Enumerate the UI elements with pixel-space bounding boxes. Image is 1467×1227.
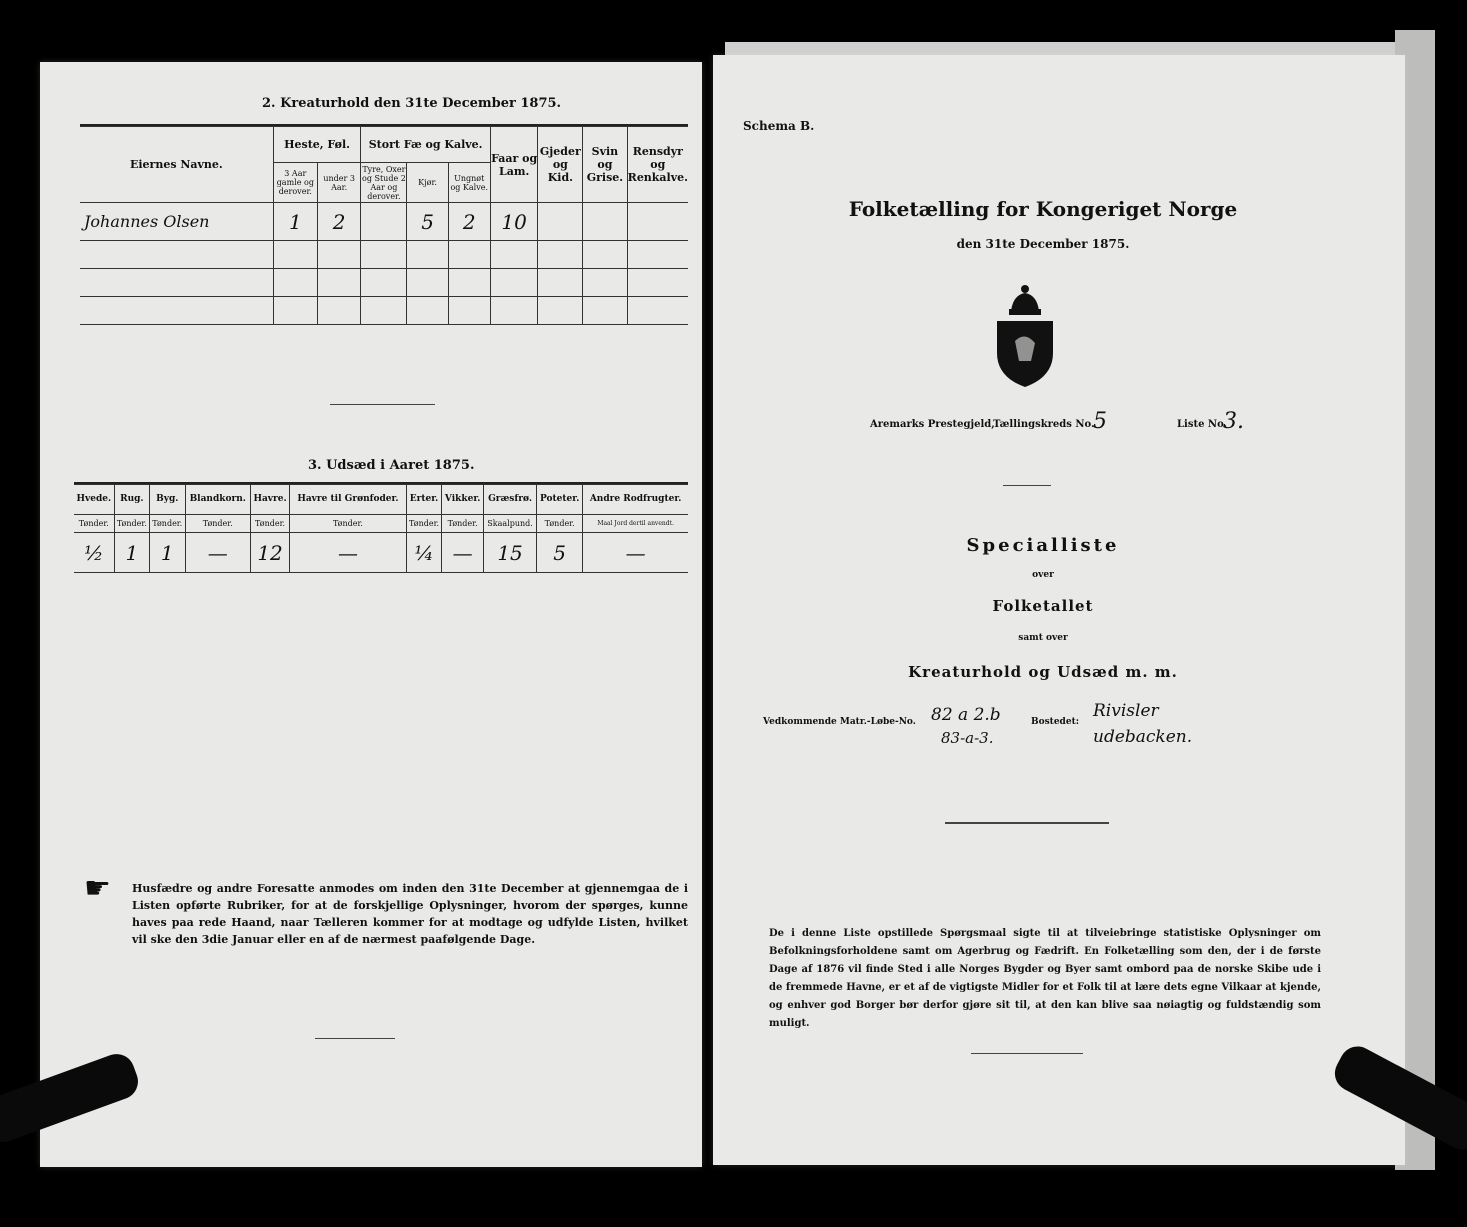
specialliste-heading: Specialliste xyxy=(966,535,1120,556)
section3-title: 3. Udsæd i Aaret 1875. xyxy=(308,458,475,473)
seed-unit: Maal Jord dertil anvendt. xyxy=(583,515,688,533)
seed-value-byg: 1 xyxy=(150,533,185,573)
seed-value-vikker: — xyxy=(442,533,484,573)
cell-heste-old: 1 xyxy=(273,203,317,241)
census-title: Folketælling for Kongeriget Norge xyxy=(848,197,1238,221)
seed-unit: Tønder. xyxy=(406,515,441,533)
seed-header-havre: Havre. xyxy=(251,485,290,515)
matr-label: Vedkommende Matr.-Løbe-No. xyxy=(763,717,916,727)
svin-header: Svin og Grise. xyxy=(583,127,627,203)
district-label: Tællingskreds No. xyxy=(993,419,1095,430)
cell-rensdyr xyxy=(627,203,688,241)
faar-header: Faar og Lam. xyxy=(490,127,538,203)
separator-rule xyxy=(330,404,435,405)
folketallet-heading: Folketallet xyxy=(992,597,1094,615)
seed-header-vikker: Vikker. xyxy=(442,485,484,515)
seed-header-graesfro: Græsfrø. xyxy=(483,485,536,515)
seed-unit: Tønder. xyxy=(74,515,114,533)
bosted-label: Bostedet: xyxy=(1031,717,1080,727)
cell-faar: 10 xyxy=(490,203,538,241)
list-label: Liste No. xyxy=(1177,419,1228,430)
owner-header: Eiernes Navne. xyxy=(80,127,273,203)
seed-unit: Skaalpund. xyxy=(483,515,536,533)
bottom-rule xyxy=(971,1053,1083,1054)
livestock-table xyxy=(80,126,688,325)
stort-sub-tyre: Tyre, Oxer og Stude 2 Aar og derover. xyxy=(362,164,406,201)
seed-value-hvede: ½ xyxy=(74,533,114,573)
matr-value-2: 83-a-3. xyxy=(941,729,994,747)
cell-svin xyxy=(583,203,627,241)
seed-header-rodfrugter: Andre Rodfrugter. xyxy=(583,485,688,515)
matr-value-1: 82 a 2.b xyxy=(931,705,1001,725)
parish-label: Aremarks Prestegjeld, xyxy=(870,419,995,430)
kreaturhold-heading: Kreaturhold og Udsæd m. m. xyxy=(908,663,1178,681)
footer-text: De i denne Liste opstillede Spørgsmaal sigte til at tilveiebringe statistiske Oplysninger om Befolkningsforholdene samt om Agerbrug og Fædrift. En Folketælling som den, der i de første Dage af 1876 vil finde Sted i alle Norges Bygder og Byer samt ombord paa de norske Skibe ude i de fremmede Havne, er et af de vigtigste Midler for et Folk til at lære dets egne Vilkaar at kjende, og enhver god Borger bør derfor gjøre sit til, at den kan blive saa nøiagtig og fuldstændig som muligt. xyxy=(769,928,1321,1029)
heste-header: Heste, Føl. xyxy=(273,127,361,163)
seed-value-blandkorn: — xyxy=(185,533,251,573)
seed-unit: Tønder. xyxy=(251,515,290,533)
table-row xyxy=(80,203,688,241)
seed-header-poteter: Poteter. xyxy=(537,485,583,515)
right-page xyxy=(713,55,1405,1165)
owner-name: Johannes Olsen xyxy=(80,203,273,241)
seed-header-rug: Rug. xyxy=(114,485,149,515)
notice-text: Husfædre og andre Foresatte anmodes om inden den 31te December at gjennemgaa de i Listen opførte Rubriker, for at de forskjellige Oplysninger, hvorom der spørges, kunne haves paa rede Haand, naar Tælleren kommer for at modtage og udfylde Listen, hvilket vil ske den 3die Januar eller en af de nærmest paafølgende Dage. xyxy=(132,882,688,946)
left-page xyxy=(40,62,702,1167)
bosted-value-2: udebacken. xyxy=(1093,727,1193,747)
seed-value-graesfro: 15 xyxy=(483,533,536,573)
table-row xyxy=(74,533,688,573)
separator-rule xyxy=(1003,485,1051,486)
rensdyr-header: Rensdyr og Renkalve. xyxy=(627,127,688,203)
seed-value-rodfrugter: — xyxy=(583,533,688,573)
bosted-value-1: Rivisler xyxy=(1093,701,1159,721)
seed-unit: Tønder. xyxy=(185,515,251,533)
cell-tyre xyxy=(361,203,407,241)
seed-table xyxy=(74,484,688,573)
seed-unit: Tønder. xyxy=(442,515,484,533)
seed-unit: Tønder. xyxy=(150,515,185,533)
seed-unit: Tønder. xyxy=(290,515,407,533)
seed-header-hvede: Hvede. xyxy=(74,485,114,515)
seed-unit: Tønder. xyxy=(114,515,149,533)
pointing-hand-icon: ☛ xyxy=(84,871,111,906)
stort-fae-header: Stort Fæ og Kalve. xyxy=(361,127,490,163)
cell-gjeder xyxy=(538,203,583,241)
table-row xyxy=(80,241,688,269)
section2-title: 2. Kreaturhold den 31te December 1875. xyxy=(262,96,562,111)
over-text: over xyxy=(1032,570,1054,580)
ghost-heading xyxy=(553,95,788,109)
seed-value-erter: ¼ xyxy=(406,533,441,573)
table-row xyxy=(80,269,688,297)
heste-sub-young: under 3 Aar. xyxy=(317,163,361,203)
seed-value-rug: 1 xyxy=(114,533,149,573)
samt-over-text: samt over xyxy=(1018,633,1068,643)
seed-header-erter: Erter. xyxy=(406,485,441,515)
district-number: 5 xyxy=(1093,409,1107,434)
list-number: 3. xyxy=(1223,409,1244,434)
seed-header-gronfoder: Havre til Grønfoder. xyxy=(290,485,407,515)
coat-of-arms-icon xyxy=(993,281,1057,391)
cell-ungnot: 2 xyxy=(448,203,490,241)
separator-rule xyxy=(945,822,1109,824)
stort-sub-kjor: Kjør. xyxy=(407,163,448,203)
table-row xyxy=(80,297,688,325)
seed-header-byg: Byg. xyxy=(150,485,185,515)
seed-value-poteter: 5 xyxy=(537,533,583,573)
stort-sub-ungnot: Ungnøt og Kalve. xyxy=(448,163,490,203)
cell-kjor: 5 xyxy=(407,203,448,241)
census-date: den 31te December 1875. xyxy=(956,237,1130,251)
bottom-rule xyxy=(315,1038,395,1039)
heste-sub-old: 3 Aar gamle og derover. xyxy=(273,163,317,203)
gjeder-header: Gjeder og Kid. xyxy=(538,127,583,203)
seed-value-gronfoder: — xyxy=(290,533,407,573)
seed-unit: Tønder. xyxy=(537,515,583,533)
schema-label: Schema B. xyxy=(743,119,815,133)
seed-value-havre: 12 xyxy=(251,533,290,573)
cell-heste-young: 2 xyxy=(317,203,361,241)
seed-header-blandkorn: Blandkorn. xyxy=(185,485,251,515)
